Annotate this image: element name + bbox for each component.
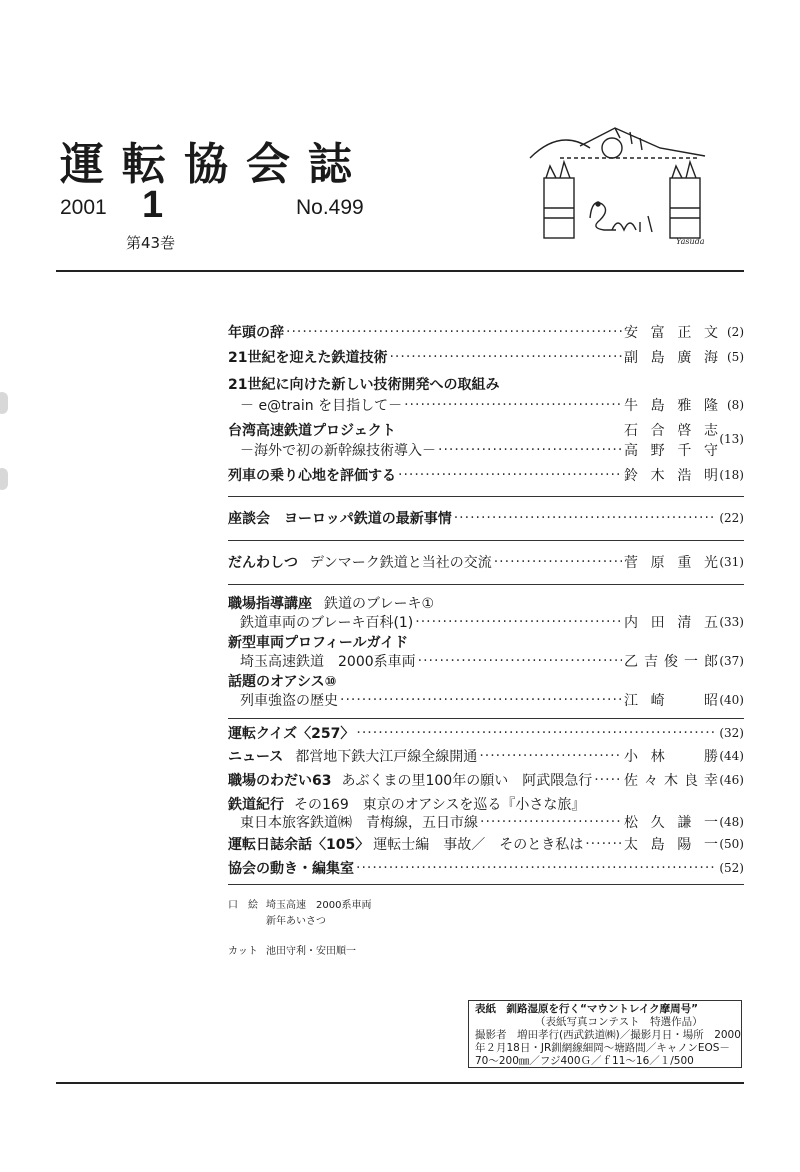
cut-label: カット bbox=[228, 946, 258, 957]
section-divider bbox=[228, 540, 744, 541]
issue-month: 1 bbox=[142, 184, 164, 226]
toc-entry[interactable]: 話題のオアシス⑩ bbox=[228, 674, 337, 690]
cut-artists: 池田守利・安田順一 bbox=[266, 946, 356, 957]
toc-entry[interactable]: 21世紀に向けた新しい技術開発への取組み bbox=[228, 377, 500, 393]
section-divider bbox=[228, 718, 744, 719]
toc-entry[interactable]: 21世紀を迎えた鉄道技術 ····· 副島廣海 (5) bbox=[228, 347, 744, 367]
toc-entry[interactable]: 列車の乗り心地を評価する ····· 鈴木浩明 (18) bbox=[228, 465, 744, 485]
volume-label: 第43巻 bbox=[126, 234, 176, 252]
toc-entry[interactable]: 台湾高速鉄道プロジェクト 石合啓志 bbox=[228, 423, 718, 439]
toc-entry-sub[interactable]: 鉄道車両のブレーキ百科(1) ····· 内田清五 (33) bbox=[228, 612, 744, 632]
section-divider bbox=[228, 584, 744, 585]
binder-hole bbox=[0, 468, 8, 490]
issue-year: 2001 bbox=[60, 196, 107, 219]
frontispiece-item: 埼玉高速 2000系車両 bbox=[266, 900, 372, 911]
toc-entry[interactable]: 年頭の辞 ····· 安富正文 (2) bbox=[228, 322, 744, 342]
binder-hole bbox=[0, 392, 8, 414]
toc-entry[interactable]: 職場指導講座 鉄道のブレーキ① bbox=[228, 596, 434, 612]
frontispiece-item: 新年あいさつ bbox=[266, 916, 326, 927]
toc-entry-sub[interactable]: 列車強盗の歴史 ····· 江崎 昭 (40) bbox=[228, 690, 744, 710]
section-divider bbox=[228, 496, 744, 497]
toc-entry[interactable]: 職場のわだい63 あぶくまの里100年の願い 阿武隈急行 ····· 佐々木良幸 (46) bbox=[228, 770, 744, 790]
cover-note bbox=[468, 1000, 742, 1068]
footer-rule bbox=[56, 1082, 744, 1084]
magazine-title: 運転協会誌 bbox=[60, 139, 370, 190]
toc-entry-sub[interactable]: 東日本旅客鉄道㈱ 青梅線，五日市線 ····· 松久謙一 (48) bbox=[228, 812, 744, 832]
toc-entry-sub[interactable]: －海外で初の新幹線技術導入－ ····· 高野千守 bbox=[228, 440, 744, 460]
toc-entry[interactable]: だんわしつ デンマーク鉄道と当社の交流 ····· 菅原重光 (31) bbox=[228, 552, 744, 572]
toc-page: (13) bbox=[719, 432, 744, 446]
toc-entry-sub[interactable]: － e@train を目指して－ ····· 牛島雅隆 (8) bbox=[228, 395, 744, 415]
cover-note-line: 表紙 釧路湿原を行く“マウントレイク摩周号” bbox=[475, 1003, 699, 1015]
toc-entry-sub[interactable]: 埼玉高速鉄道 2000系車両 ····· 乙吉俊一郎 (37) bbox=[228, 651, 744, 671]
toc-entry[interactable]: 協会の動き・編集室 ····· (52) bbox=[228, 858, 744, 878]
toc-entry[interactable]: 座談会 ヨーロッパ鉄道の最新事情 ····· (22) bbox=[228, 508, 744, 528]
cover-note-line: （表紙写真コンテスト 特選作品） bbox=[535, 1016, 703, 1028]
header-rule bbox=[56, 270, 744, 272]
cover-note-line: 撮影者 増田孝行(西武鉄道㈱)／撮影月日・場所 2000 bbox=[475, 1029, 741, 1041]
toc-entry[interactable]: ニュース 都営地下鉄大江戸線全線開通 ····· 小林 勝 (44) bbox=[228, 746, 744, 766]
toc-entry[interactable]: 鉄道紀行 その169 東京のオアシスを巡る『小さな旅』 bbox=[228, 797, 586, 813]
toc-entry[interactable]: 新型車両プロフィールガイド bbox=[228, 635, 409, 651]
illustration-signature: Yasuda bbox=[676, 237, 705, 246]
frontispiece-label: 口 絵 bbox=[228, 900, 258, 911]
cover-note-line: 年２月18日・JR釧網線細岡～塘路間／キャノンEOS－ bbox=[475, 1042, 730, 1054]
section-divider bbox=[228, 884, 744, 885]
toc-entry[interactable]: 運転クイズ〈257〉 ····· (32) bbox=[228, 723, 744, 743]
new-year-illustration bbox=[520, 118, 720, 250]
toc-entry[interactable]: 運転日誌余話〈105〉 運転士編 事故／ そのとき私は ····· 太島陽一 (50) bbox=[228, 834, 744, 854]
issue-number: No.499 bbox=[296, 196, 364, 219]
cover-note-line: 70～200㎜／フジ400Ｇ／ｆ11～16／１/500 bbox=[475, 1055, 694, 1067]
